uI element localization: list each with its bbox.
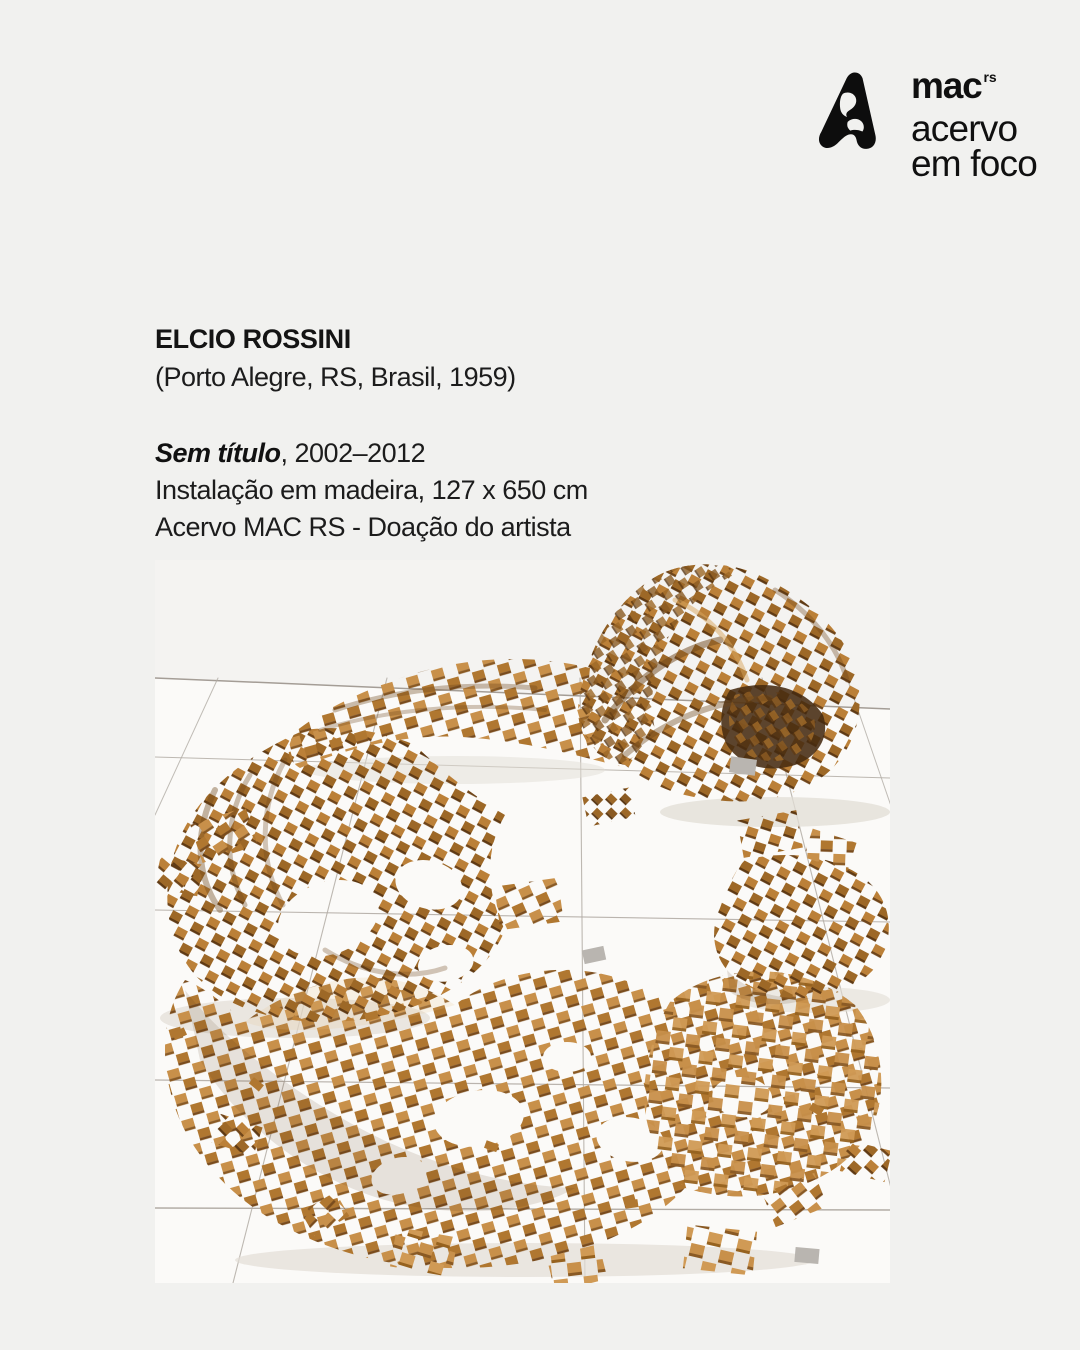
logo-line-acervo: acervo bbox=[911, 108, 1018, 149]
artwork-title: Sem título bbox=[155, 438, 281, 468]
artwork-title-line bbox=[155, 435, 588, 472]
artwork-photo-svg bbox=[155, 560, 890, 1283]
logo-brand-superscript: rs bbox=[983, 69, 997, 85]
mac-logo bbox=[813, 65, 1038, 184]
artwork-medium: Instalação em madeira, 127 x 650 cm bbox=[155, 475, 588, 505]
artwork-details bbox=[155, 435, 588, 546]
artwork-photo bbox=[155, 560, 890, 1283]
artwork-dates: , 2002–2012 bbox=[280, 438, 426, 468]
artist-origin: (Porto Alegre, RS, Brasil, 1959) bbox=[155, 362, 516, 392]
caption-block bbox=[155, 320, 588, 546]
mac-logo-wordmark bbox=[911, 65, 1038, 184]
artwork-collection: Acervo MAC RS - Doação do artista bbox=[155, 512, 571, 542]
logo-brand-line bbox=[911, 65, 1037, 111]
logo-line-em-foco: em foco bbox=[911, 143, 1038, 184]
logo-brand: mac bbox=[911, 65, 982, 106]
mac-logo-mark-icon bbox=[813, 72, 887, 152]
artist-name: ELCIO ROSSINI bbox=[155, 324, 351, 354]
